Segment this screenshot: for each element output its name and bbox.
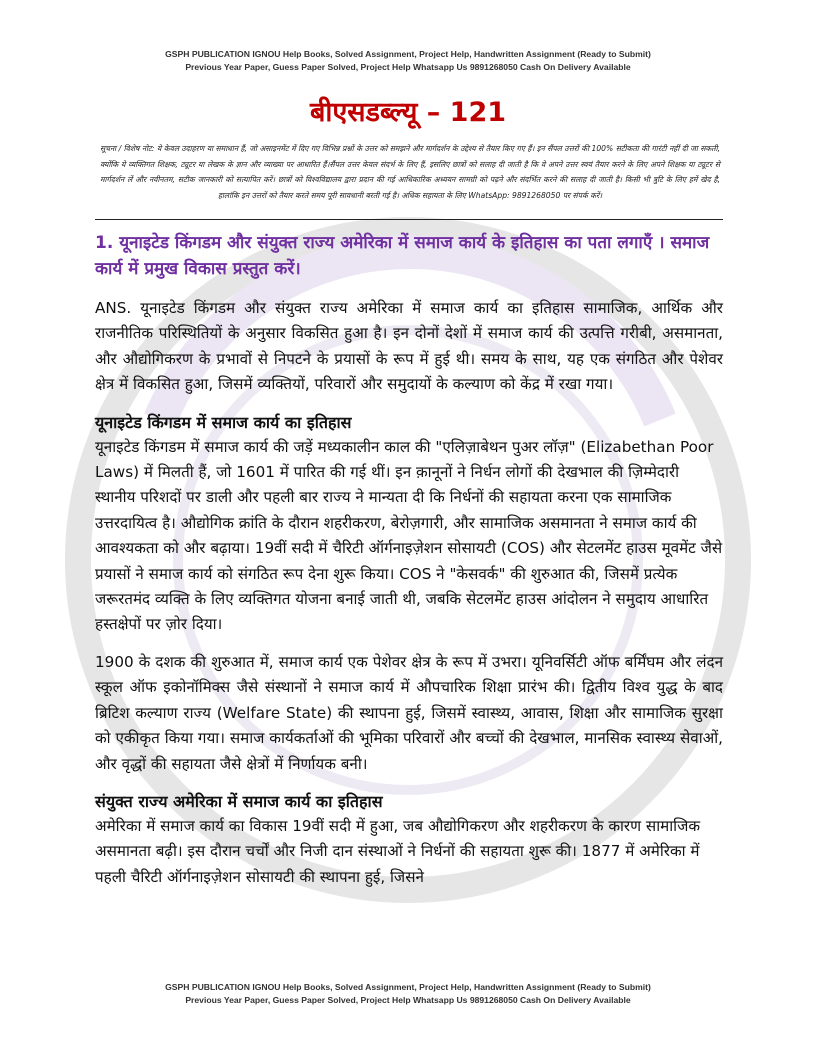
uk-paragraph-2: 1900 के दशक की शुरुआत में, समाज कार्य एक पेशेवर क्षेत्र के रूप में उभरा। यूनिवर्सिटी ऑफ बर्मिंघम और लंदन स्कूल ऑफ इकोनॉमिक्स जैसे संस्थानों ने समाज कार्य में औपचारिक शिक्षा प्रारंभ की। द्वितीय विश्व युद्ध के बाद ब्रिटिश कल्याण राज्य (Welfare State) की स्थापना हुई, जिसमें स्वास्थ्य, आवास, शिक्षा और सामाजिक सुरक्षा को एकीकृत किया गया। समाज कार्यकर्ताओं की भूमिका परिवारों और बच्चों की देखभाल, मानसिक स्वास्थ्य सेवाओं, और वृद्धों की सहायता जैसे क्षेत्रों में निर्णायक बनी। bbox=[95, 652, 723, 773]
disclaimer-notice: सूचना / विशेष नोट: ये केवल उदाहरण या समाधान हैं, जो असाइनमेंट में दिए गए विभिन्न प्रश्नों के उत्तर को समझने और मार्गदर्शन के उद्देश्य से तैयार किए गए हैं। इन सैंपल उत्तरों की 100% सटीकता की गारंटी नहीं दी जा सकती, क्योंकि ये व्यक्तिगत शिक्षक, ट्यूटर या लेखक के ज्ञान और व्याख्या पर आधारित हैं।सैंपल उत्तर केवल संदर्भ के लिए हैं, इसलिए छात्रों को सलाह दी जाती है कि वे अपने उत्तर स्वयं तैयार करने के लिए अपने शिक्षक या ट्यूटर से मार्गदर्शन लें और नवीनतम, सटीक जानकारी को सत्यापित करें। छात्रों को विश्वविद्यालय द्वारा प्रदान की गई आधिकारिक अध्ययन सामग्री को पढ़ने और संदर्भित करने की सलाह दी जाती है। किसी भी त्रुटि के लिए हमें खेद है, हालांकि इन उत्तरों को तैयार करते समय पूरी सावधानी बरती गई है। अधिक सहायता के लिए WhatsApp: 9891268050 पर संपर्क करें। bbox=[100, 144, 720, 200]
footer-line-2: Previous Year Paper, Guess Paper Solved, Project Help Whatsapp Us 9891268050 Cash On Delivery Available bbox=[185, 995, 631, 1005]
page-header bbox=[0, 48, 816, 74]
us-paragraph-1: अमेरिका में समाज कार्य का विकास 19वीं सदी में हुआ, जब औद्योगिकरण और शहरीकरण के कारण सामाजिक असमानता बढ़ी। इस दौरान चर्चों और निजी दान संस्थाओं ने निर्धनों की सहायता शुरू की। 1877 में अमेरिका में पहली चैरिटी ऑर्गनाइज़ेशन सोसायटी की स्थापना हुई, जिसने bbox=[95, 816, 701, 886]
page-title: बीएसडब्ल्यू – 121 bbox=[309, 97, 507, 128]
uk-section-heading: यूनाइटेड किंगडम में समाज कार्य का इतिहास bbox=[95, 412, 352, 432]
header-line-1: GSPH PUBLICATION IGNOU Help Books, Solved Assignment, Project Help, Handwritten Assignment (Ready to Submit) bbox=[165, 49, 651, 59]
header-line-2: Previous Year Paper, Guess Paper Solved, Project Help Whatsapp Us 9891268050 Cash On Delivery Available bbox=[185, 62, 631, 72]
uk-paragraph-1: यूनाइटेड किंगडम में समाज कार्य की जड़ें मध्यकालीन काल की "एलिज़ाबेथन पुअर लॉज़" (Elizabethan Poor Laws) में मिलती हैं, जो 1601 में पारित की गई थीं। इन क़ानूनों ने निर्धन लोगों की देखभाल की ज़िम्मेदारी स्थानीय परिशदों पर डाली और पहली बार राज्य ने मान्यता दी कि निर्धनों की सहायता करना एक सामाजिक उत्तरदायित्व है। औद्योगिक क्रांति के दौरान शहरीकरण, बेरोज़गारी, और सामाजिक असमानता ने समाज कार्य की आवश्यकता को और बढ़ाया। 19वीं सदी में चैरिटी ऑर्गनाइज़ेशन सोसायटी (COS) और सेटलमेंट हाउस मूवमेंट जैसे प्रयासों ने समाज कार्य को संगठित रूप देना शुरू किया। COS ने "केसवर्क" की शुरुआत की, जिसमें प्रत्येक जरूरतमंद व्यक्ति के लिए व्यक्तिगत योजना बनाई जाती थी, जबकि सेटलमेंट हाउस आंदोलन ने समुदाय आधारित हस्तक्षेपों पर ज़ोर दिया। bbox=[95, 437, 723, 634]
page-footer bbox=[0, 981, 816, 1007]
footer-line-1: GSPH PUBLICATION IGNOU Help Books, Solved Assignment, Project Help, Handwritten Assignment (Ready to Submit) bbox=[165, 982, 651, 992]
question-heading: 1. यूनाइटेड किंगडम और संयुक्त राज्य अमेरिका में समाज कार्य के इतिहास का पता लगाएँ । समाज कार्य में प्रमुख विकास प्रस्तुत करें। bbox=[95, 233, 710, 279]
divider bbox=[95, 219, 723, 220]
answer-intro: ANS. यूनाइटेड किंगडम और संयुक्त राज्य अमेरिका में समाज कार्य का इतिहास सामाजिक, आर्थिक और राजनीतिक परिस्थितियों के अनुसार विकसित हुआ है। इन दोनों देशों में समाज कार्य की उत्पत्ति गरीबी, असमानता, और औद्योगिकरण के प्रभावों से निपटने के प्रयासों के रूप में हुई थी। समय के साथ, यह एक संगठित और पेशेवर क्षेत्र में विकसित हुआ, जिसमें व्यक्तियों, परिवारों और समुदायों के कल्याण को केंद्र में रखा गया। bbox=[95, 299, 723, 394]
main-content bbox=[95, 230, 723, 902]
us-section-heading: संयुक्त राज्य अमेरिका में समाज कार्य का इतिहास bbox=[95, 791, 383, 811]
